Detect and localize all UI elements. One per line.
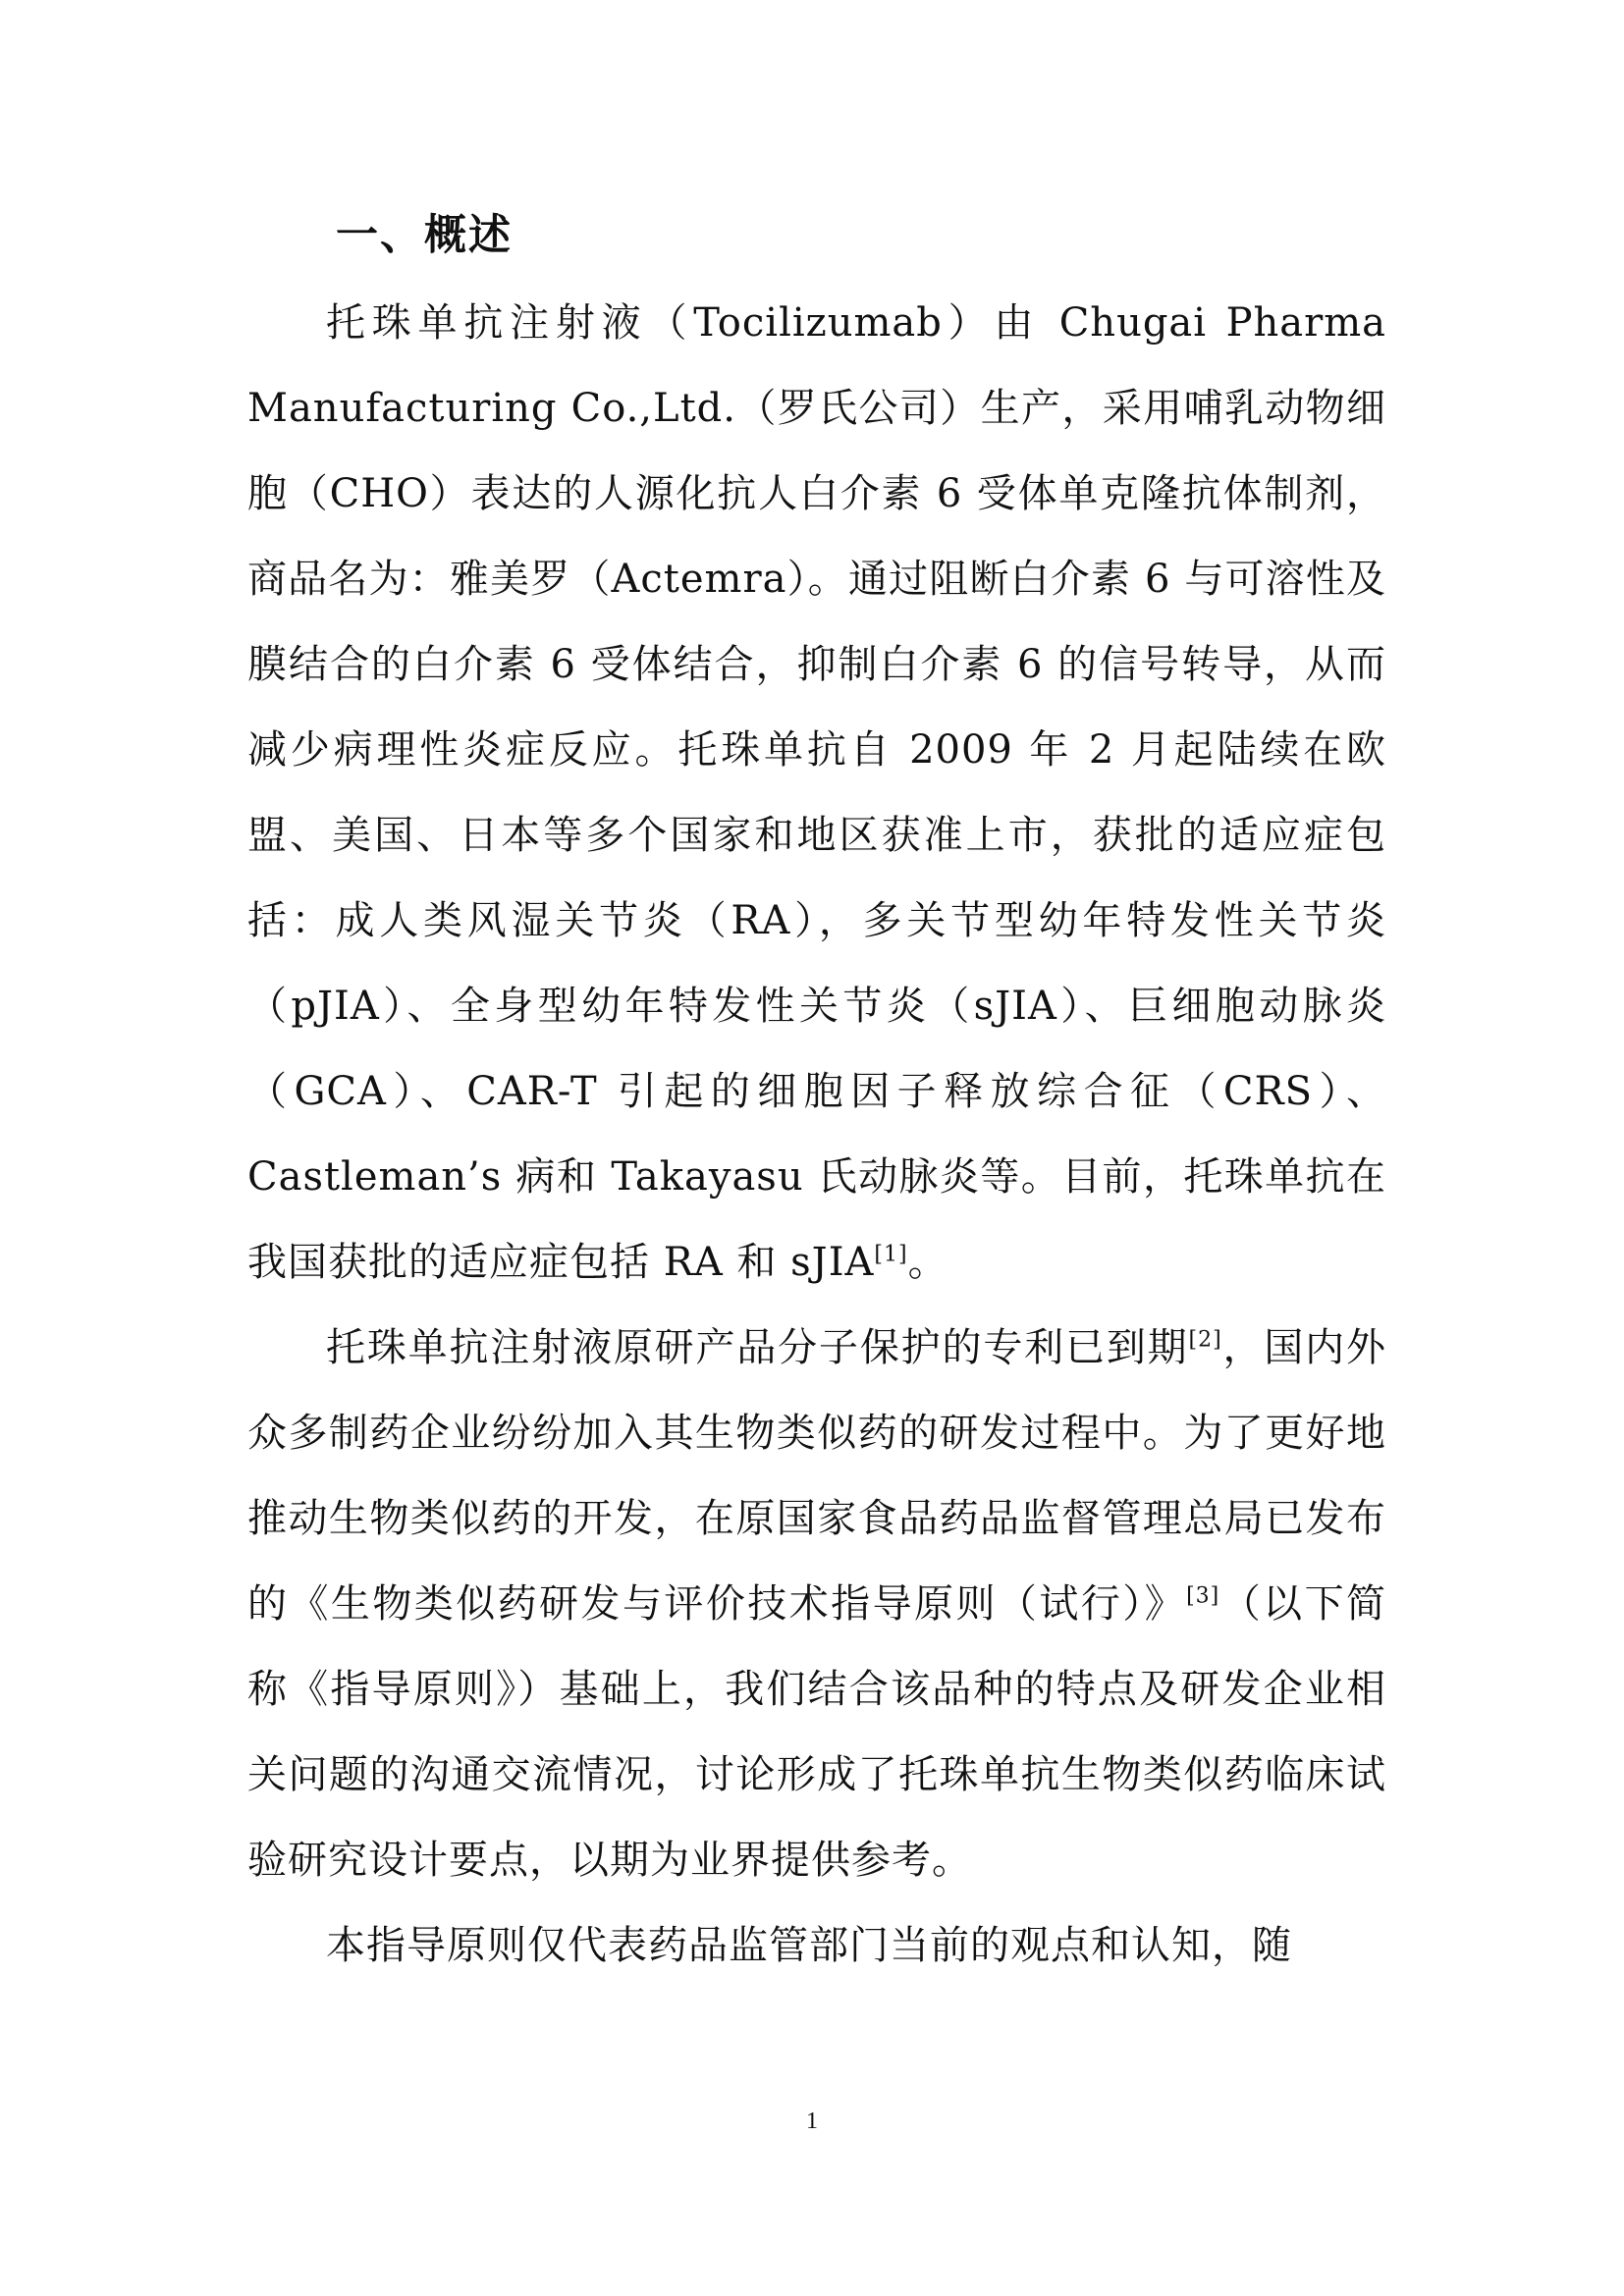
paragraph-text: 托珠单抗注射液（Tocilizumab）由 Chugai Pharma Manufacturing Co.,Ltd.（罗氏公司）生产，采用哺乳动物细胞（CHO）表达的人源化抗人白介素 6 受体单克隆抗体制剂，商品名为：雅美罗（Actemra）。通过阻断白介素 6 与可溶性及膜结合的白介素 6 受体结合，抑制白介素 6 的信号转导，从而减少病理性炎症反应。托珠单抗自 2009 年 2 月起陆续在欧盟、美国、日本等多个国家和地区获准上市，获批的适应症包括：成人类风湿关节炎（RA），多关节型幼年特发性关节炎（pJIA）、全身型幼年特发性关节炎（sJIA）、巨细胞动脉炎（GCA）、CAR-T 引起的细胞因子释放综合征（CRS）、Castleman’s 病和 Takayasu 氏动脉炎等。目前，托珠单抗在我国获批的适应症包括 RA 和 sJIA xyxy=(247,300,1386,1285)
paragraph-overview xyxy=(247,281,1386,1306)
page-body xyxy=(247,206,1386,1989)
paragraph-text: （以下简称《指导原则》）基础上，我们结合该品种的特点及研发企业相关问题的沟通交流情况，讨论形成了托珠单抗生物类似药临床试验研究设计要点，以期为业界提供参考。 xyxy=(247,1581,1387,1883)
citation-ref: [1] xyxy=(874,1242,908,1267)
paragraph-text: ，国内外众多制药企业纷纷加入其生物类似药的研发过程中。为了更好地推动生物类似药的开发，在原国家食品药品监督管理总局已发布的《生物类似药研发与评价技术指导原则（试行）》 xyxy=(247,1325,1387,1627)
paragraph-text: 本指导原则仅代表药品监管部门当前的观点和认知，随 xyxy=(326,1923,1292,1968)
citation-ref: [2] xyxy=(1188,1327,1222,1353)
paragraph-disclaimer xyxy=(247,1903,1386,1989)
citation-ref: [3] xyxy=(1186,1583,1220,1609)
paragraph-tail: 。 xyxy=(907,1240,948,1285)
page-number: 1 xyxy=(806,2109,818,2134)
paragraph-biosimilar xyxy=(247,1306,1386,1903)
section-heading: 一、概述 xyxy=(336,211,513,260)
paragraph-text: 托珠单抗注射液原研产品分子保护的专利已到期 xyxy=(326,1325,1189,1370)
